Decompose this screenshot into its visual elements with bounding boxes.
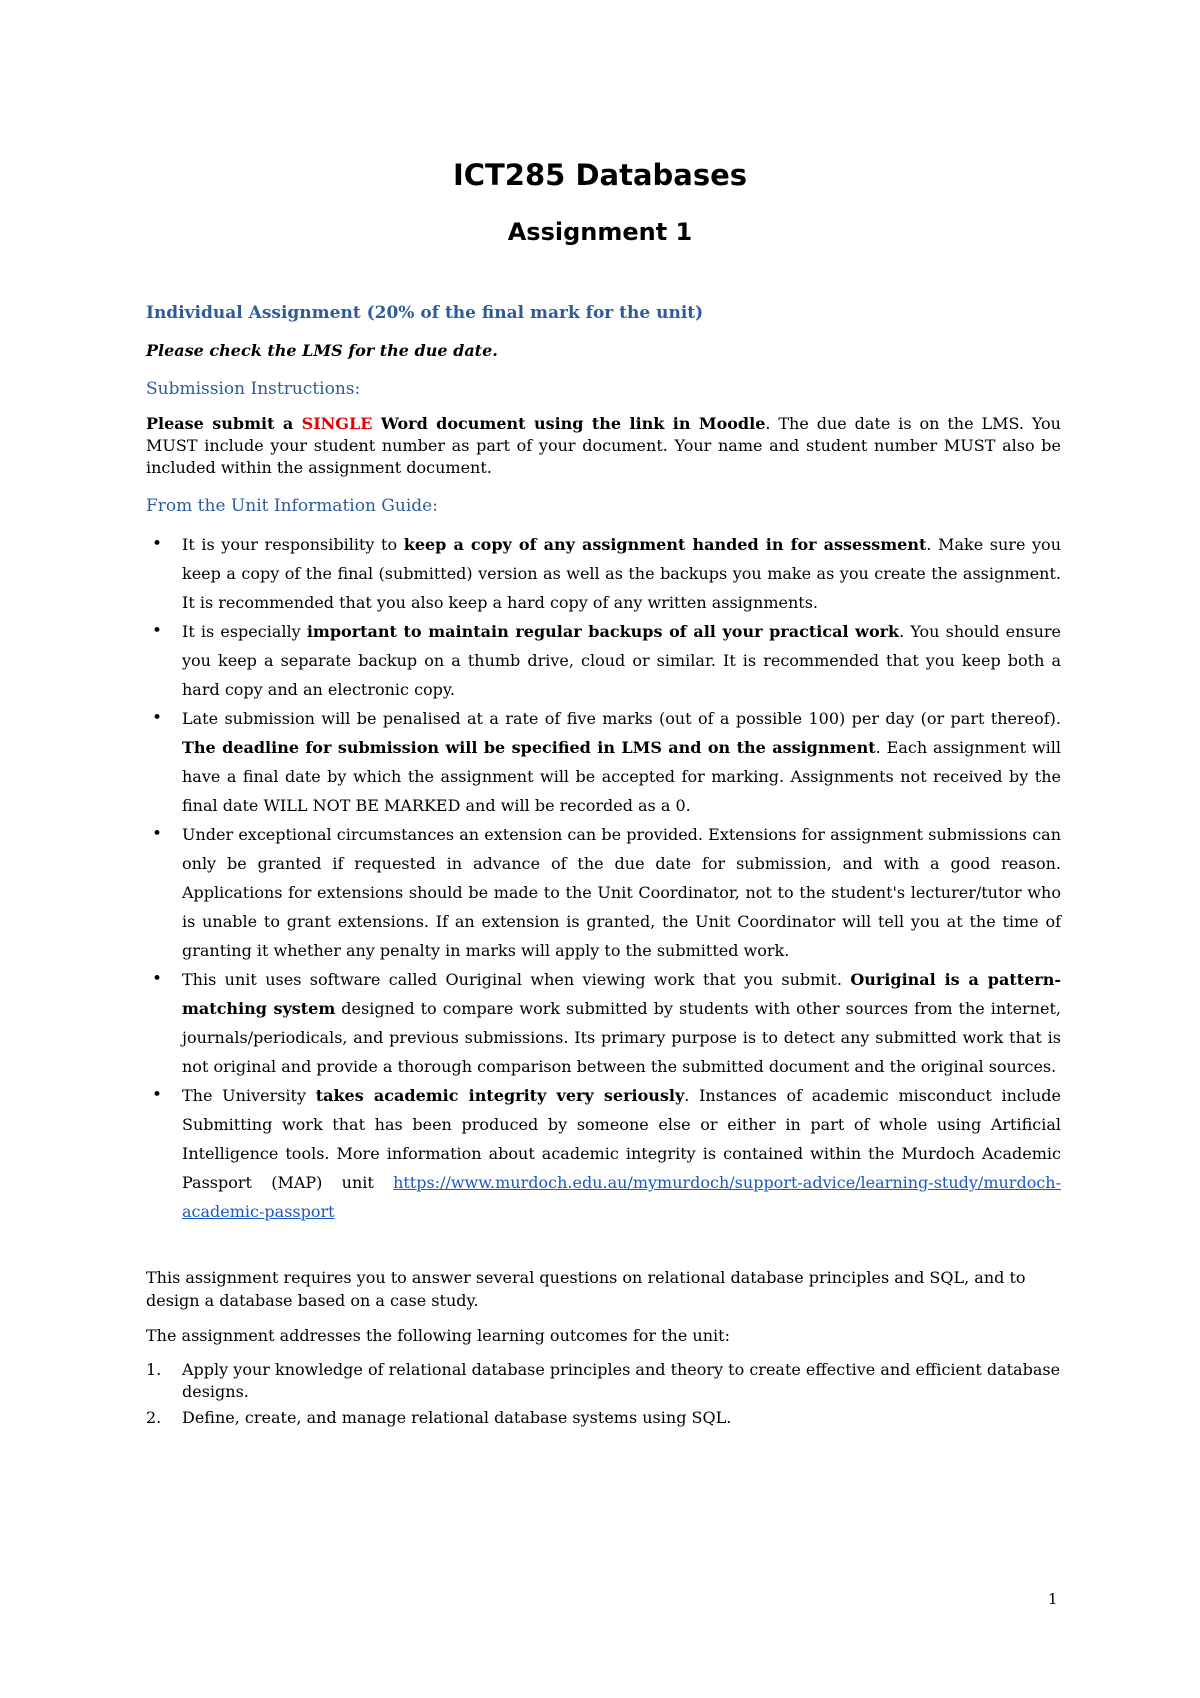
outcomes-intro: The assignment addresses the following learning outcomes for the unit:: [146, 1326, 730, 1345]
document-subtitle: Assignment 1: [507, 218, 693, 246]
bullet-icon: •: [152, 969, 163, 989]
submission-bold-suffix: Word document using the link in Moodle: [372, 414, 766, 433]
document-body: [146, 302, 1061, 1433]
bullet-post: . You should ensure you keep a separate backup on a thumb drive, cloud or similar. It is recommended that you keep both a hard copy and an electronic copy.: [182, 622, 1062, 699]
list-item: [146, 1359, 1061, 1403]
bullet-pre: Under exceptional circumstances an extension can be provided. Extensions for assignment submissions can only be granted if requested in advance of the due date for submission, and with a good reason. Applications for extensions should be made to the Unit Coordinator, not to the student's lecturer/tutor who is unable to grant extensions. If an extension is granted, the Unit Coordinator will tell you at the time of granting it whether any penalty in marks will apply to the submitted work.: [182, 825, 1061, 960]
academic-passport-link[interactable]: https://www.murdoch.edu.au/mymurdoch/support-advice/learning-study/murdoch-academic-passport: [182, 1173, 1061, 1221]
bullet-pre: It is especially: [182, 622, 307, 641]
bullet-pre: This unit uses software called Ouriginal when viewing work that you submit.: [182, 970, 851, 989]
guide-bullet-list: [146, 530, 1061, 1226]
unit-guide-heading: From the Unit Information Guide:: [146, 496, 438, 516]
bullet-post: . Instances of academic misconduct include Submitting work that has been produced by someone else or either in part of whole using Artificial Intelligence tools. More information about academic integrity is contained within the Murdoch Academic Passport (MAP) unit: [182, 1086, 1062, 1192]
bullet-pre: Late submission will be penalised at a rate of five marks (out of a possible 100) per day (or part thereof).: [182, 709, 1061, 728]
list-item: [146, 820, 1061, 965]
page-number: 1: [1048, 1590, 1058, 1608]
list-item: [146, 530, 1061, 617]
bullet-post: designed to compare work submitted by students with other sources from the internet, journals/periodicals, and previous submissions. Its primary purpose is to detect any submitted work that is not original and provide a thorough comparison between the submitted document and the original sources.: [182, 999, 1061, 1076]
list-item: [146, 1081, 1061, 1226]
submission-rest: . The due date is on the LMS. You MUST include your student number as part of your document. Your name and student number MUST also be included within the assignment document.: [146, 414, 1061, 477]
outcome-number: 2.: [146, 1408, 162, 1427]
submission-instructions-heading: Submission Instructions:: [146, 379, 361, 399]
bullet-bold: keep a copy of any assignment handed in for assessment: [403, 535, 927, 554]
bullet-bold: Ouriginal is a pattern-matching system: [182, 970, 1061, 1018]
bullet-post: . Make sure you keep a copy of the final (submitted) version as well as the backups you make as you create the assignment. It is recommended that you also keep a hard copy of any written assignments.: [182, 535, 1061, 612]
outcome-number: 1.: [146, 1360, 162, 1379]
bullet-post: . Each assignment will have a final date by which the assignment will be accepted for marking. Assignments not received by the final date WILL NOT BE MARKED and will be recorded as a 0.: [182, 738, 1062, 815]
submission-bold-prefix: Please submit a: [146, 414, 302, 433]
outcome-text: Define, create, and manage relational database systems using SQL.: [182, 1408, 732, 1427]
due-date-note: Please check the LMS for the due date.: [146, 341, 498, 360]
bullet-bold: takes academic integrity very seriously: [315, 1086, 685, 1105]
list-item: [146, 1407, 1061, 1429]
bullet-icon: •: [152, 824, 163, 844]
list-item: [146, 617, 1061, 704]
bullet-bold: The deadline for submission will be specified in LMS and on the assignment: [182, 738, 876, 757]
individual-assignment-heading: Individual Assignment (20% of the final mark for the unit): [146, 303, 704, 323]
bullet-icon: •: [152, 708, 163, 728]
outcome-text: Apply your knowledge of relational database principles and theory to create effective and efficient database designs.: [182, 1360, 1061, 1401]
bullet-icon: •: [152, 1085, 163, 1105]
bullet-pre: The University: [182, 1086, 316, 1105]
submission-instructions: [146, 413, 1061, 479]
section-spacer: [146, 1226, 1061, 1266]
bullet-icon: •: [152, 621, 163, 641]
list-item: [146, 965, 1061, 1081]
document-title: ICT285 Databases: [452, 158, 748, 192]
submission-single-word: SINGLE: [301, 414, 373, 433]
bullet-icon: •: [152, 534, 163, 554]
bullet-bold: important to maintain regular backups of all your practical work: [306, 622, 900, 641]
intro-paragraph: This assignment requires you to answer several questions on relational database principles and SQL, and to design a database based on a case study.: [146, 1268, 1026, 1310]
bullet-pre: It is your responsibility to: [182, 535, 404, 554]
learning-outcomes-list: [146, 1359, 1061, 1429]
list-item: [146, 704, 1061, 820]
